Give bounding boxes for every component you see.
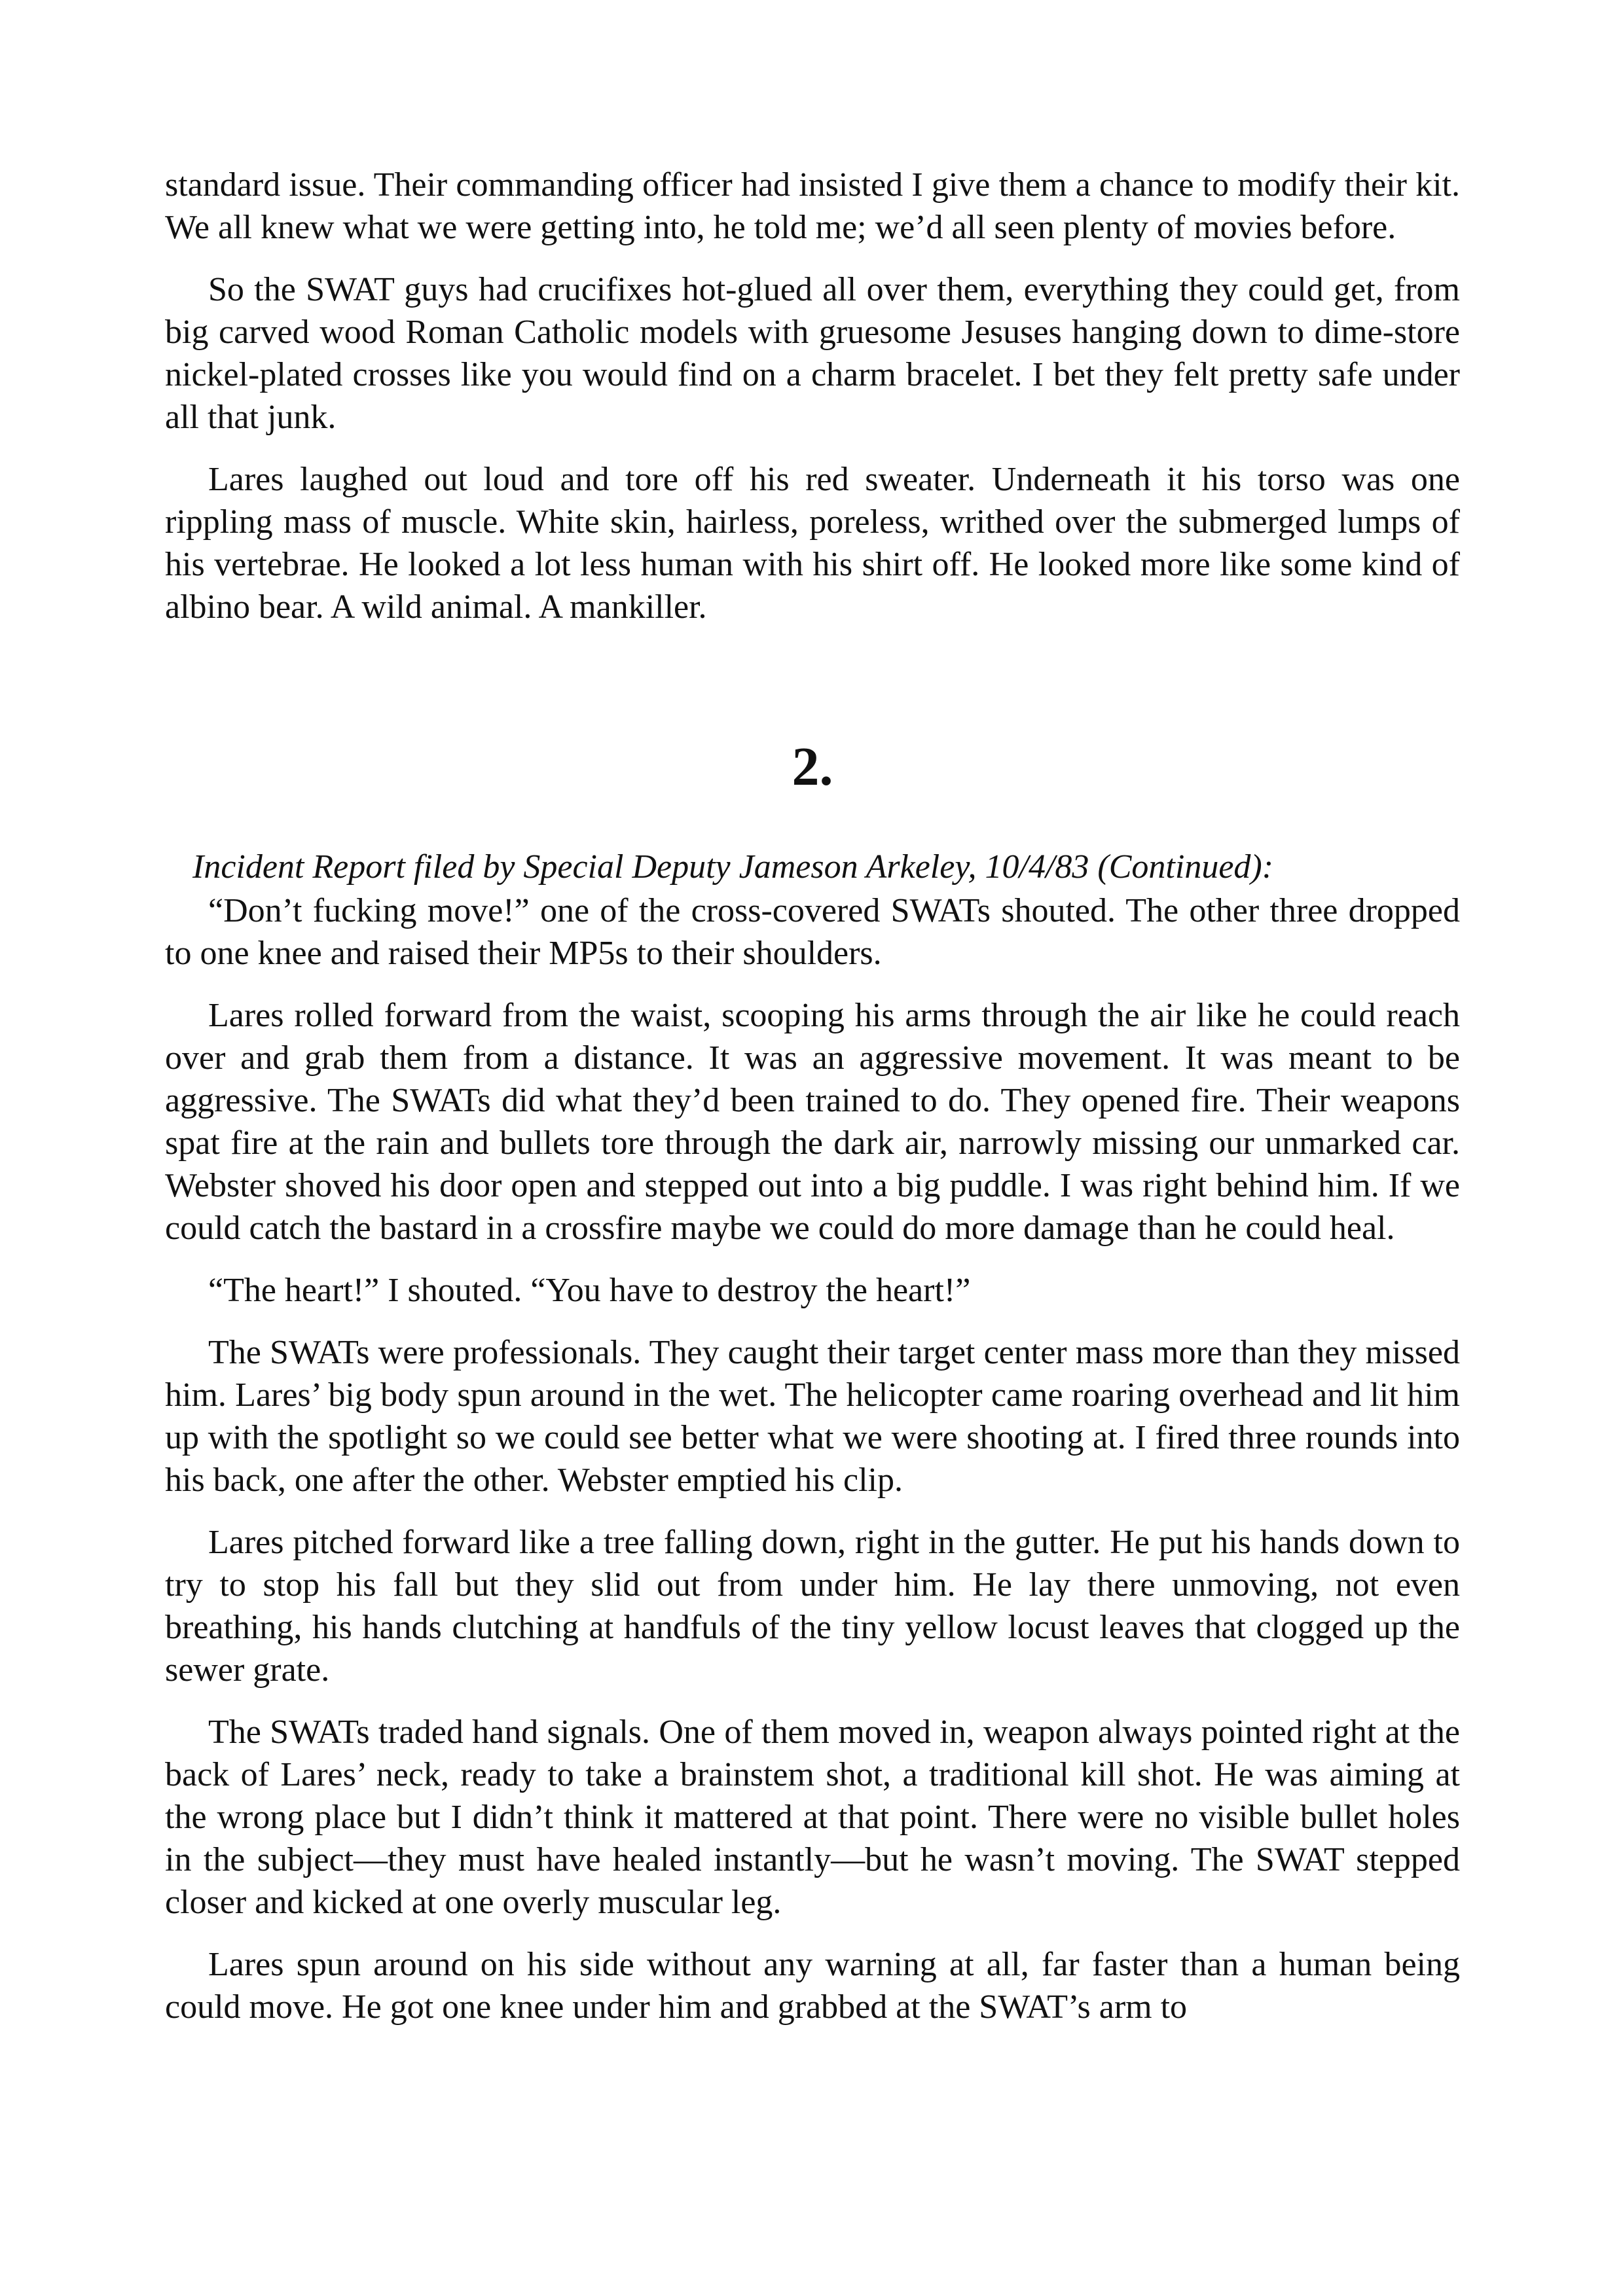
paragraph-crucifixes: So the SWAT guys had crucifixes hot-glued all over them, everything they could get, from big carved wood Roman Catholic models with gruesome Jesuses hanging down to dime-store nickel-plated crosses like you would find on a charm bracelet. I bet they felt pretty safe under all that junk. [165,271,1460,436]
paragraph-spun-around: Lares spun around on his side without any warning at all, far faster than a human being could move. He got one knee under him and grabbed at the SWAT’s arm to [165,1946,1460,2026]
paragraph-lares-sweater: Lares laughed out loud and tore off his red sweater. Underneath it his torso was one rippling mass of muscle. White skin, hairless, poreless, writhed over the submerged lumps of his vertebrae. He looked a lot less human with his shirt off. He looked more like some kind of albino bear. A wild animal. A mankiller. [165,461,1460,626]
paragraph-professionals: The SWATs were professionals. They caught their target center mass more than they missed him. Lares’ big body spun around in the wet. The helicopter came roaring overhead and lit him up with the spotlight so we could see better what we were shooting at. I fired three rounds into his back, one after the other. Webster emptied his clip. [165,1334,1460,1499]
incident-report-subtitle: Incident Report filed by Special Deputy Jameson Arkeley, 10/4/83 (Continued): [192,848,1274,886]
paragraph-the-heart: “The heart!” I shouted. “You have to destroy the heart!” [208,1272,971,1309]
paragraph-open-fire: Lares rolled forward from the waist, scooping his arms through the air like he could reach over and grab them from a distance. It was an aggressive movement. It was meant to be aggressive. The SWATs did what they’d been trained to do. They opened fire. Their weapons spat fire at the rain and bullets tore through the dark air, narrowly missing our unmarked car. Webster shoved his door open and stepped out into a big puddle. I was right behind him. If we could catch the bastard in a crossfire maybe we could do more damage than he could heal. [165,997,1460,1247]
book-page [165,164,1460,2048]
paragraph-dont-move: “Don’t fucking move!” one of the cross-covered SWATs shouted. The other three dropped to one knee and raised their MP5s to their shoulders. [165,892,1460,972]
paragraph-hand-signals: The SWATs traded hand signals. One of them moved in, weapon always pointed right at the back of Lares’ neck, ready to take a brainstem shot, a traditional kill shot. He was aiming at the wrong place but I didn’t think it mattered at that point. There were no visible bullet holes in the subject—they must have healed instantly—but he wasn’t moving. The SWAT stepped closer and kicked at one overly muscular leg. [165,1713,1460,1921]
paragraph-continued: standard issue. Their commanding officer had insisted I give them a chance to modify their kit. We all knew what we were getting into, he told me; we’d all seen plenty of movies before. [165,166,1460,246]
paragraph-pitched-forward: Lares pitched forward like a tree falling down, right in the gutter. He put his hands down to try to stop his fall but they slid out from under him. He lay there unmoving, not even breathing, his hands clutching at handfuls of the tiny yellow locust leaves that clogged up the sewer grate. [165,1524,1460,1689]
chapter-heading: 2. [792,736,833,797]
